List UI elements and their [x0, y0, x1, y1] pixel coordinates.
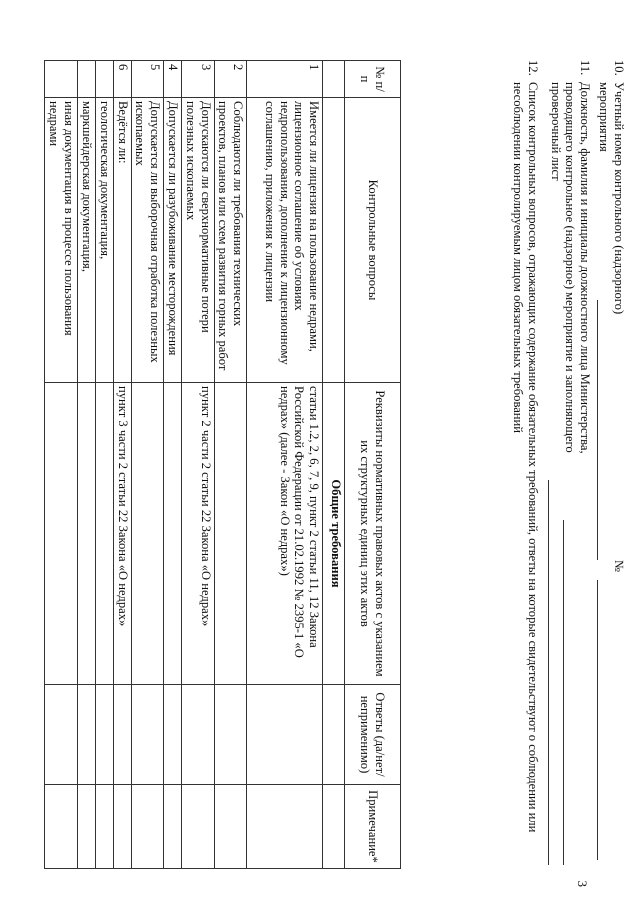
table-row: [247, 61, 323, 869]
row-question: Ведётся ли:: [113, 98, 131, 383]
row-question: Имеется ли лицензия на пользование недрами, лицензионное соглашение об условиях недропользования, дополнение к лицензионному соглашению, приложения к лицензии: [247, 98, 323, 383]
answer-cell: [77, 685, 95, 785]
note-cell: [214, 785, 246, 869]
table-row: [95, 61, 113, 869]
row-requisites: [131, 383, 163, 685]
fill-line: [563, 520, 564, 865]
header-num: № п/п: [345, 61, 401, 98]
answer-cell: [45, 685, 77, 785]
row-num: 2: [214, 61, 246, 98]
header-requisites: Реквизиты нормативных правовых актов с указанием их структурных единиц этих актов: [345, 383, 401, 685]
table-row: [77, 61, 95, 869]
section-row: [323, 61, 345, 869]
table-row: [113, 61, 131, 869]
row-question: маркшейдерская документация,: [77, 98, 95, 383]
answer-cell: [247, 685, 323, 785]
row-requisites: [77, 383, 95, 685]
row-num: 6: [113, 61, 131, 98]
row-requisites: пункт 2 части 2 статьи 22 Закона «О недрах»: [182, 383, 214, 685]
page-number: 3: [575, 880, 590, 887]
note-cell: [113, 785, 131, 869]
row-num: [77, 61, 95, 98]
row-requisites: [95, 383, 113, 685]
row-question: Допускается ли выборочная отработка полезных ископаемых: [131, 98, 163, 383]
note-cell: [164, 785, 182, 869]
row-num: 1: [247, 61, 323, 98]
fill-line: [597, 580, 598, 860]
row-question: Соблюдаются ли требования технических проектов, планов или схем развития горных работ: [214, 98, 246, 383]
table-row: [182, 61, 214, 869]
fill-line: [597, 300, 598, 560]
fill-line: [548, 480, 549, 865]
answer-cell: [113, 685, 131, 785]
answer-cell: [164, 685, 182, 785]
answer-cell: [131, 685, 163, 785]
note-cell: [95, 785, 113, 869]
row-question: геологическая документация,: [95, 98, 113, 383]
section-title: Общие требования: [323, 383, 345, 685]
table-header-row: [345, 61, 401, 869]
checklist-table: [44, 60, 401, 869]
row-num: [95, 61, 113, 98]
table-row: [164, 61, 182, 869]
row-num: 3: [182, 61, 214, 98]
row-question: Допускается ли разубоживание месторождения: [164, 98, 182, 383]
note-cell: [247, 785, 323, 869]
row-question: Допускаются ли сверхнормативные потери полезных ископаемых: [182, 98, 214, 383]
header-item-text: Список контрольных вопросов, отражающих содержание обязательных требований, ответы на которые свидетельствуют о соблюдении или несоблюдении контролируемым лицом обязательных требований: [511, 82, 540, 833]
table-row: [214, 61, 246, 869]
note-cell: [131, 785, 163, 869]
answer-cell: [95, 685, 113, 785]
header-item-number: 10.: [612, 60, 626, 76]
table-row: [45, 61, 77, 869]
note-cell: [182, 785, 214, 869]
row-num: 4: [164, 61, 182, 98]
answer-cell: [214, 685, 246, 785]
row-num: [45, 61, 77, 98]
header-answer: Ответы (да/нет/ неприменимо): [345, 685, 401, 785]
note-cell: [77, 785, 95, 869]
row-requisites: [164, 383, 182, 685]
table-row: [131, 61, 163, 869]
answer-cell: [182, 685, 214, 785]
row-question: иная документация в процессе пользования недрами: [45, 98, 77, 383]
number-sign: №: [612, 560, 626, 573]
row-requisites: [214, 383, 246, 685]
row-requisites: статьи 1.2, 2, 6, 7, 9, пункт 2 статьи 11, 12 Закона Российской Федерации от 21.02.1992 № 2395-1 «О недрах» (далее - Закон «О недрах»): [247, 383, 323, 685]
header-item-number: 12.: [526, 60, 540, 76]
row-requisites: [45, 383, 77, 685]
header-note: Примечание*: [345, 785, 401, 869]
row-num: 5: [131, 61, 163, 98]
row-requisites: пункт 3 части 2 статьи 22 Закона «О недрах»: [113, 383, 131, 685]
header-item-number: 11.: [578, 60, 592, 76]
header-item-text: Должность, фамилия и инициалы должностного лица Министерства, проводящего контрольное (надзорное) мероприятие и заполняющего проверочный лист: [548, 82, 592, 454]
header-question: Контрольные вопросы: [345, 98, 401, 383]
header-item-text: Учетный номер контрольного (надзорного) мероприятия: [597, 82, 626, 315]
note-cell: [45, 785, 77, 869]
